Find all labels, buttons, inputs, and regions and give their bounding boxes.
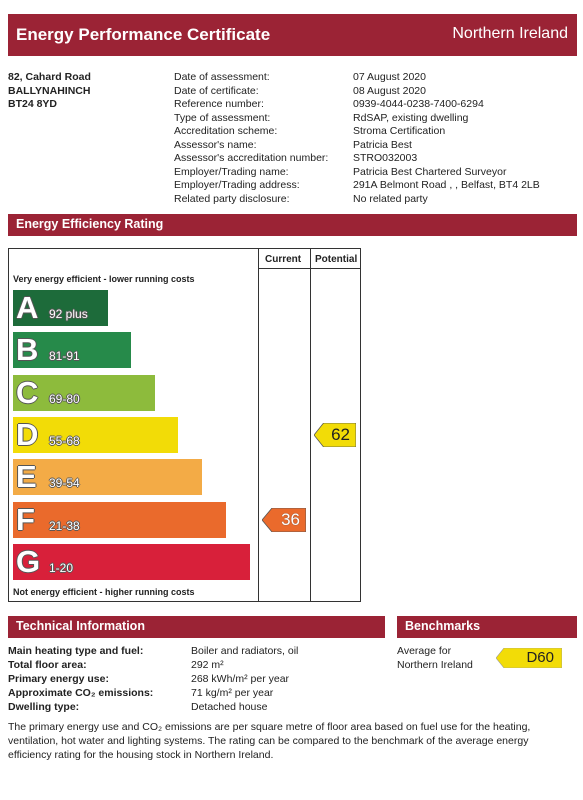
technical-label: Main heating type and fuel:	[8, 645, 144, 657]
detail-value: 291A Belmont Road , , Belfast, BT4 2LB	[353, 179, 540, 191]
band-letter: D	[16, 416, 39, 452]
technical-label: Dwelling type:	[8, 701, 80, 713]
rating-band-b	[13, 332, 131, 368]
benchmark-description	[397, 644, 473, 672]
current-rating-arrow	[262, 508, 306, 532]
rating-band-c	[13, 375, 155, 411]
technical-value: Detached house	[191, 701, 268, 713]
technical-label: Approximate CO₂ emissions:	[8, 687, 154, 699]
band-letter: E	[16, 459, 37, 495]
band-letter: C	[16, 374, 39, 410]
technical-labels	[8, 644, 153, 714]
page-title: Energy Performance Certificate	[16, 25, 271, 44]
potential-rating-value: 62	[331, 424, 350, 444]
details-values	[353, 71, 540, 206]
technical-value: 292 m²	[191, 659, 224, 671]
detail-value: 08 August 2020	[353, 84, 426, 97]
technical-value: Boiler and radiators, oil	[191, 645, 299, 657]
detail-label: Employer/Trading address:	[174, 179, 300, 191]
benchmark-rating-badge	[496, 648, 562, 668]
band-letter: G	[16, 543, 41, 579]
details-labels	[174, 71, 328, 206]
potential-column-header: Potential	[315, 254, 358, 265]
detail-label: Date of assessment:	[174, 71, 270, 83]
detail-label: Employer/Trading name:	[174, 165, 289, 178]
band-range: 81-91	[49, 349, 80, 364]
detail-label: Assessor's name:	[174, 138, 257, 151]
detail-value: Patricia Best Chartered Surveyor	[353, 165, 507, 178]
band-letter: A	[16, 290, 39, 325]
detail-label: Type of assessment:	[174, 111, 271, 124]
rating-section-title: Energy Efficiency Rating	[16, 217, 164, 231]
detail-label: Related party disclosure:	[174, 192, 290, 205]
detail-value: No related party	[353, 192, 428, 205]
detail-value: 07 August 2020	[353, 71, 426, 83]
technical-label: Total floor area:	[8, 659, 87, 671]
benchmarks-section-banner	[397, 616, 577, 638]
benchmark-rating-value: D60	[526, 649, 554, 666]
detail-value: STRO032003	[353, 152, 418, 164]
current-rating-value: 36	[281, 509, 300, 529]
technical-values	[191, 644, 298, 714]
technical-value: 71 kg/m² per year	[191, 687, 274, 699]
rating-band-d	[13, 417, 178, 453]
technical-value: 268 kWh/m² per year	[191, 673, 290, 685]
address-line: BALLYNAHINCH	[8, 84, 91, 97]
rating-band-a	[13, 290, 108, 326]
technical-section-banner	[8, 616, 385, 638]
band-range: 92 plus	[49, 307, 88, 321]
rating-band-g	[13, 544, 250, 580]
benchmark-line: Northern Ireland	[397, 659, 473, 671]
detail-label: Accreditation scheme:	[174, 125, 278, 137]
column-divider	[310, 248, 311, 602]
property-address	[8, 71, 91, 112]
rating-section-banner	[8, 214, 577, 236]
detail-value: 0939-4044-0238-7400-6294	[353, 98, 484, 110]
detail-label: Reference number:	[174, 98, 264, 110]
band-letter: B	[16, 332, 39, 368]
column-divider	[258, 248, 259, 602]
column-header-divider	[258, 268, 361, 269]
band-letter: F	[16, 501, 35, 537]
current-column-header: Current	[265, 254, 302, 265]
technical-label: Primary energy use:	[8, 673, 109, 685]
detail-label: Assessor's accreditation number:	[174, 152, 329, 164]
band-range: 39-54	[49, 476, 80, 491]
address-line: 82, Cahard Road	[8, 71, 91, 83]
band-range: 55-68	[49, 433, 80, 448]
band-range: 21-38	[49, 518, 80, 533]
address-line: BT24 8YD	[8, 98, 58, 110]
detail-label: Date of certificate:	[174, 84, 259, 97]
technical-section-title: Technical Information	[16, 619, 145, 633]
rating-band-e	[13, 459, 202, 495]
footer-note: The primary energy use and CO₂ emissions are per square metre of floor area based on fuel use for the heating, ventilation, hot water and lighting systems. The rating can be compared to the benchmark of the average energy efficiency rating for the housing stock in Northern Ireland.	[8, 721, 531, 761]
benchmark-line: Average for	[397, 645, 452, 657]
inefficient-scale-note: Not energy efficient - higher running costs	[13, 587, 195, 597]
detail-value: RdSAP, existing dwelling	[353, 111, 469, 124]
band-range: 69-80	[49, 391, 80, 406]
potential-rating-arrow	[314, 423, 356, 447]
certificate-header-banner	[8, 14, 577, 56]
region-label: Northern Ireland	[452, 25, 568, 42]
benchmarks-section-title: Benchmarks	[405, 619, 481, 633]
rating-band-f	[13, 502, 226, 538]
detail-value: Patricia Best	[353, 138, 412, 151]
band-range: 1-20	[49, 560, 74, 575]
efficient-scale-note: Very energy efficient - lower running costs	[13, 274, 195, 284]
detail-value: Stroma Certification	[353, 125, 446, 137]
